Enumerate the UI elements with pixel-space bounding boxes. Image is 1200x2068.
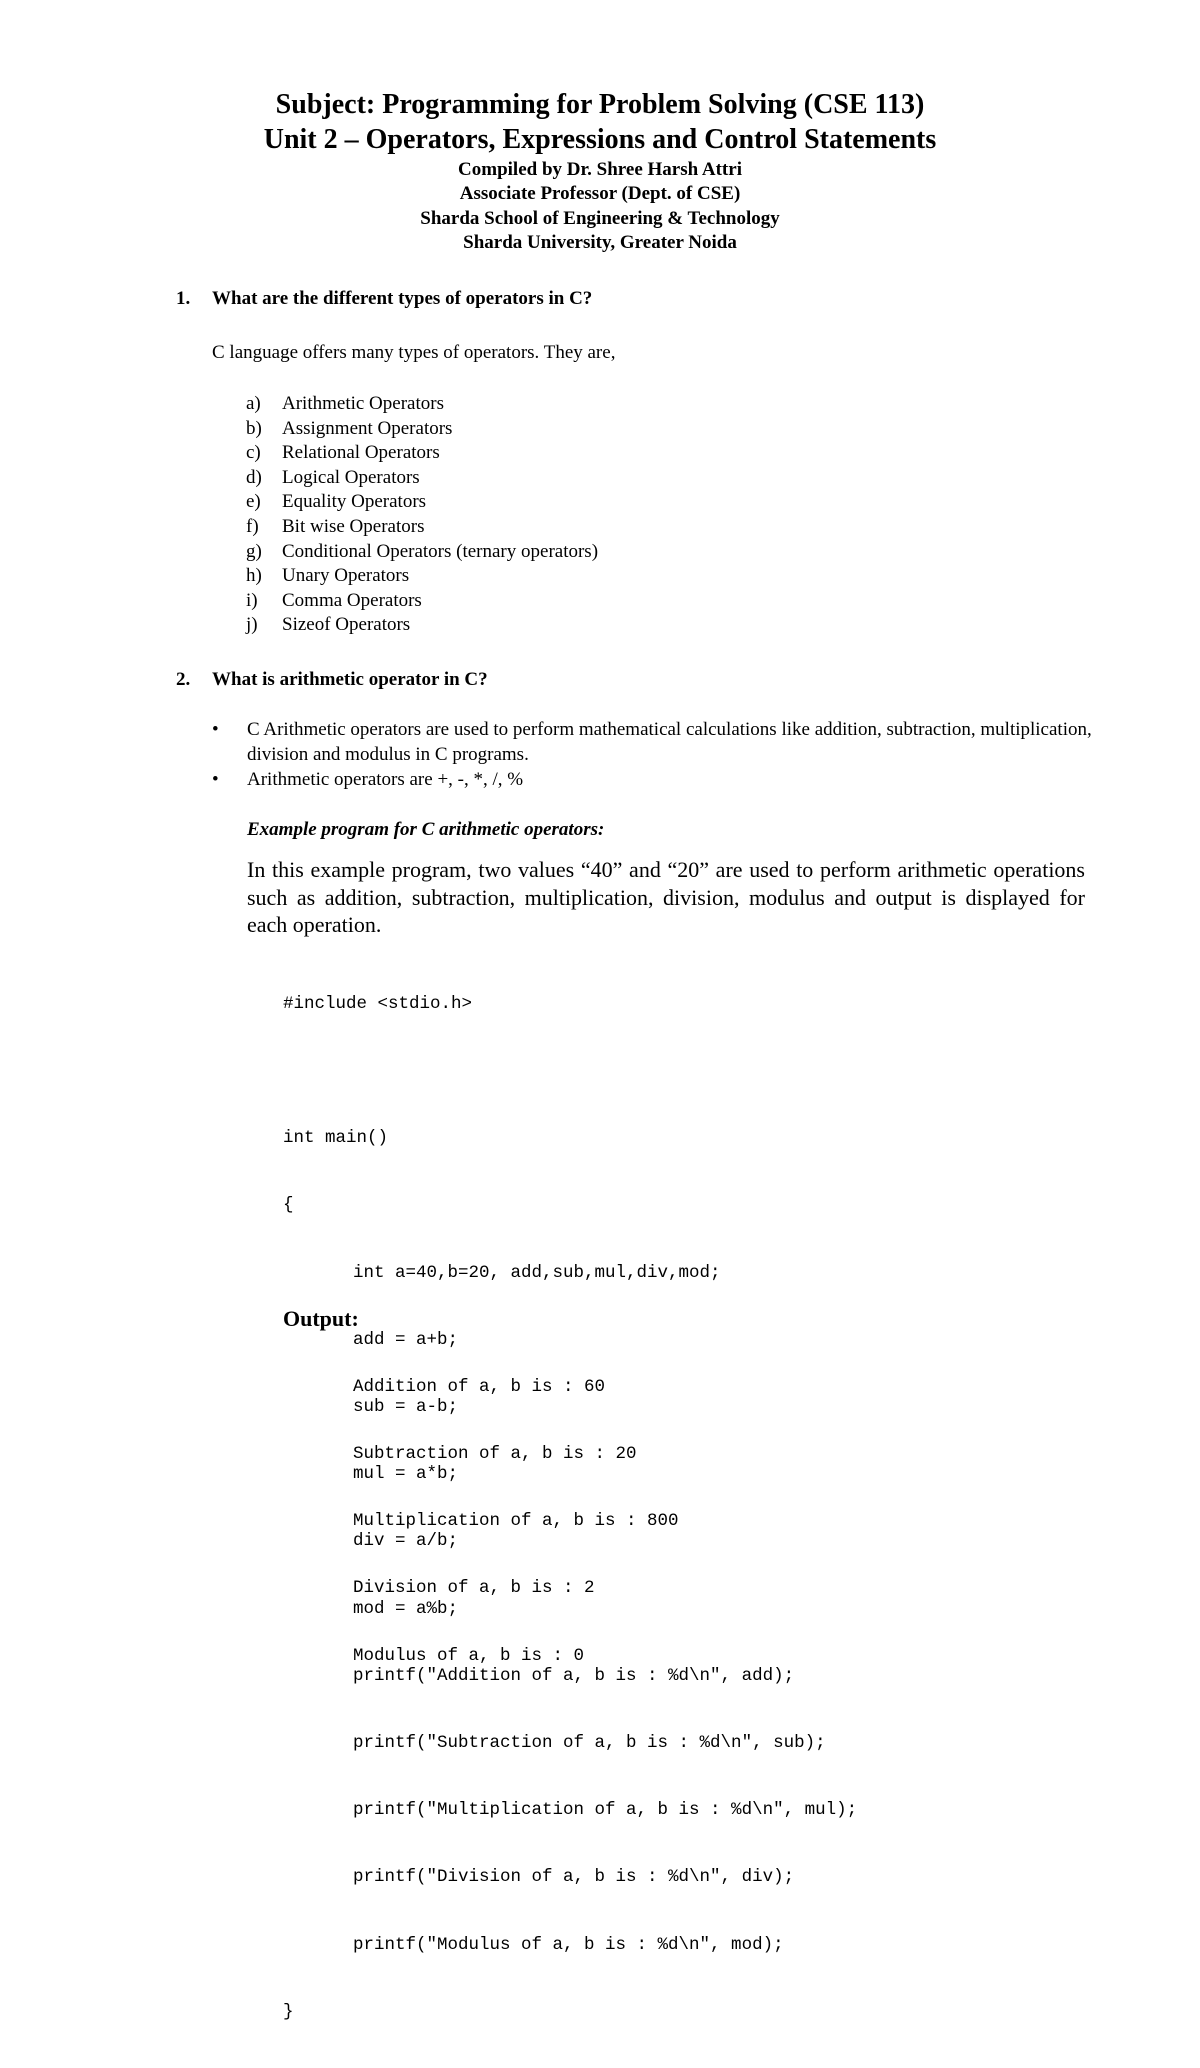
bullet-item	[212, 767, 1092, 792]
code-line: int main()	[283, 1128, 389, 1149]
code-line: sub = a-b;	[353, 1397, 459, 1418]
code-line: printf("Subtraction of a, b is : %d\n", sub);	[353, 1733, 826, 1754]
question-2-text: What is arithmetic operator in C?	[212, 669, 488, 690]
output-line: Addition of a, b is : 60	[353, 1376, 606, 1397]
list-item-text: Bit wise Operators	[282, 515, 425, 537]
list-item-text: Arithmetic Operators	[282, 393, 444, 414]
list-item	[246, 392, 598, 417]
school-name: Sharda School of Engineering & Technology	[420, 208, 780, 229]
list-item	[246, 540, 598, 565]
list-marker: a)	[246, 393, 261, 414]
list-marker: h)	[246, 565, 262, 587]
output-line: Multiplication of a, b is : 800	[353, 1511, 679, 1532]
list-item	[246, 589, 598, 614]
operator-types-list	[246, 392, 598, 638]
list-item	[246, 515, 598, 540]
code-line: div = a/b;	[353, 1531, 459, 1552]
output-line: Subtraction of a, b is : 20	[353, 1444, 637, 1465]
output-line: Modulus of a, b is : 0	[353, 1645, 585, 1666]
question-2	[176, 668, 488, 692]
list-marker: f)	[246, 515, 259, 537]
unit-title: Unit 2 – Operators, Expressions and Control Statements	[263, 124, 937, 155]
list-item	[246, 441, 598, 466]
bullet-item	[212, 717, 1092, 767]
designation: Associate Professor (Dept. of CSE)	[459, 183, 741, 204]
question-1-intro: C language offers many types of operators. They are,	[212, 342, 616, 363]
code-line: add = a+b;	[353, 1329, 459, 1350]
list-item-text: Assignment Operators	[282, 417, 453, 439]
bullet-text: Arithmetic operators are +, -, *, /, %	[247, 769, 524, 790]
arithmetic-bullets	[212, 717, 1092, 792]
code-line: #include <stdio.h>	[283, 993, 473, 1014]
code-line: printf("Division of a, b is : %d\n", div);	[353, 1867, 795, 1888]
code-line: }	[283, 2001, 294, 2022]
list-item-text: Conditional Operators (ternary operators)	[282, 540, 599, 562]
bullet-icon: •	[212, 769, 219, 790]
code-line: {	[283, 1195, 294, 1216]
question-2-number: 2.	[176, 669, 191, 690]
subject-title: Subject: Programming for Problem Solving (CSE 113)	[275, 89, 925, 120]
code-line: printf("Modulus of a, b is : %d\n", mod);	[353, 1934, 784, 1955]
list-item	[246, 564, 598, 589]
compiled-by: Compiled by Dr. Shree Harsh Attri	[458, 159, 742, 180]
list-marker: g)	[246, 540, 262, 562]
list-marker: j)	[246, 614, 258, 636]
output-label: Output:	[283, 1306, 359, 1331]
list-item-text: Unary Operators	[282, 565, 410, 587]
example-heading: Example program for C arithmetic operators:	[247, 819, 605, 840]
code-line: mod = a%b;	[353, 1598, 459, 1619]
list-item	[246, 417, 598, 442]
list-item-text: Equality Operators	[282, 491, 427, 513]
code-line: mul = a*b;	[353, 1464, 459, 1485]
list-item	[246, 490, 598, 515]
question-1	[176, 287, 592, 311]
list-marker: i)	[246, 589, 258, 611]
list-item-text: Relational Operators	[282, 442, 440, 464]
question-1-number: 1.	[176, 288, 191, 309]
output-line: Division of a, b is : 2	[353, 1578, 595, 1599]
code-blank-line	[283, 1060, 857, 1082]
code-line: printf("Addition of a, b is : %d\n", add);	[353, 1665, 795, 1686]
list-marker: c)	[246, 442, 261, 464]
list-marker: b)	[246, 417, 262, 439]
example-description: In this example program, two values “40” and “20” are used to perform arithmetic operations such as addition, subtraction, multiplication, division, modulus and output is displayed for each operation.	[247, 857, 1085, 937]
list-item-text: Comma Operators	[282, 589, 422, 611]
list-item	[246, 466, 598, 491]
list-item	[246, 613, 598, 638]
list-marker: d)	[246, 466, 262, 488]
list-marker: e)	[246, 491, 261, 513]
bullet-icon: •	[212, 719, 219, 740]
list-item-text: Sizeof Operators	[282, 614, 411, 636]
code-line: printf("Multiplication of a, b is : %d\n", mul);	[353, 1800, 858, 1821]
list-item-text: Logical Operators	[282, 466, 420, 488]
bullet-text: C Arithmetic operators are used to perform mathematical calculations like addition, subtraction, multiplication, division and modulus in C programs.	[247, 719, 1092, 765]
university-name: Sharda University, Greater Noida	[463, 232, 737, 253]
output-block	[353, 1331, 679, 1712]
question-1-text: What are the different types of operators in C?	[212, 288, 593, 309]
code-line: int a=40,b=20, add,sub,mul,div,mod;	[353, 1262, 721, 1283]
